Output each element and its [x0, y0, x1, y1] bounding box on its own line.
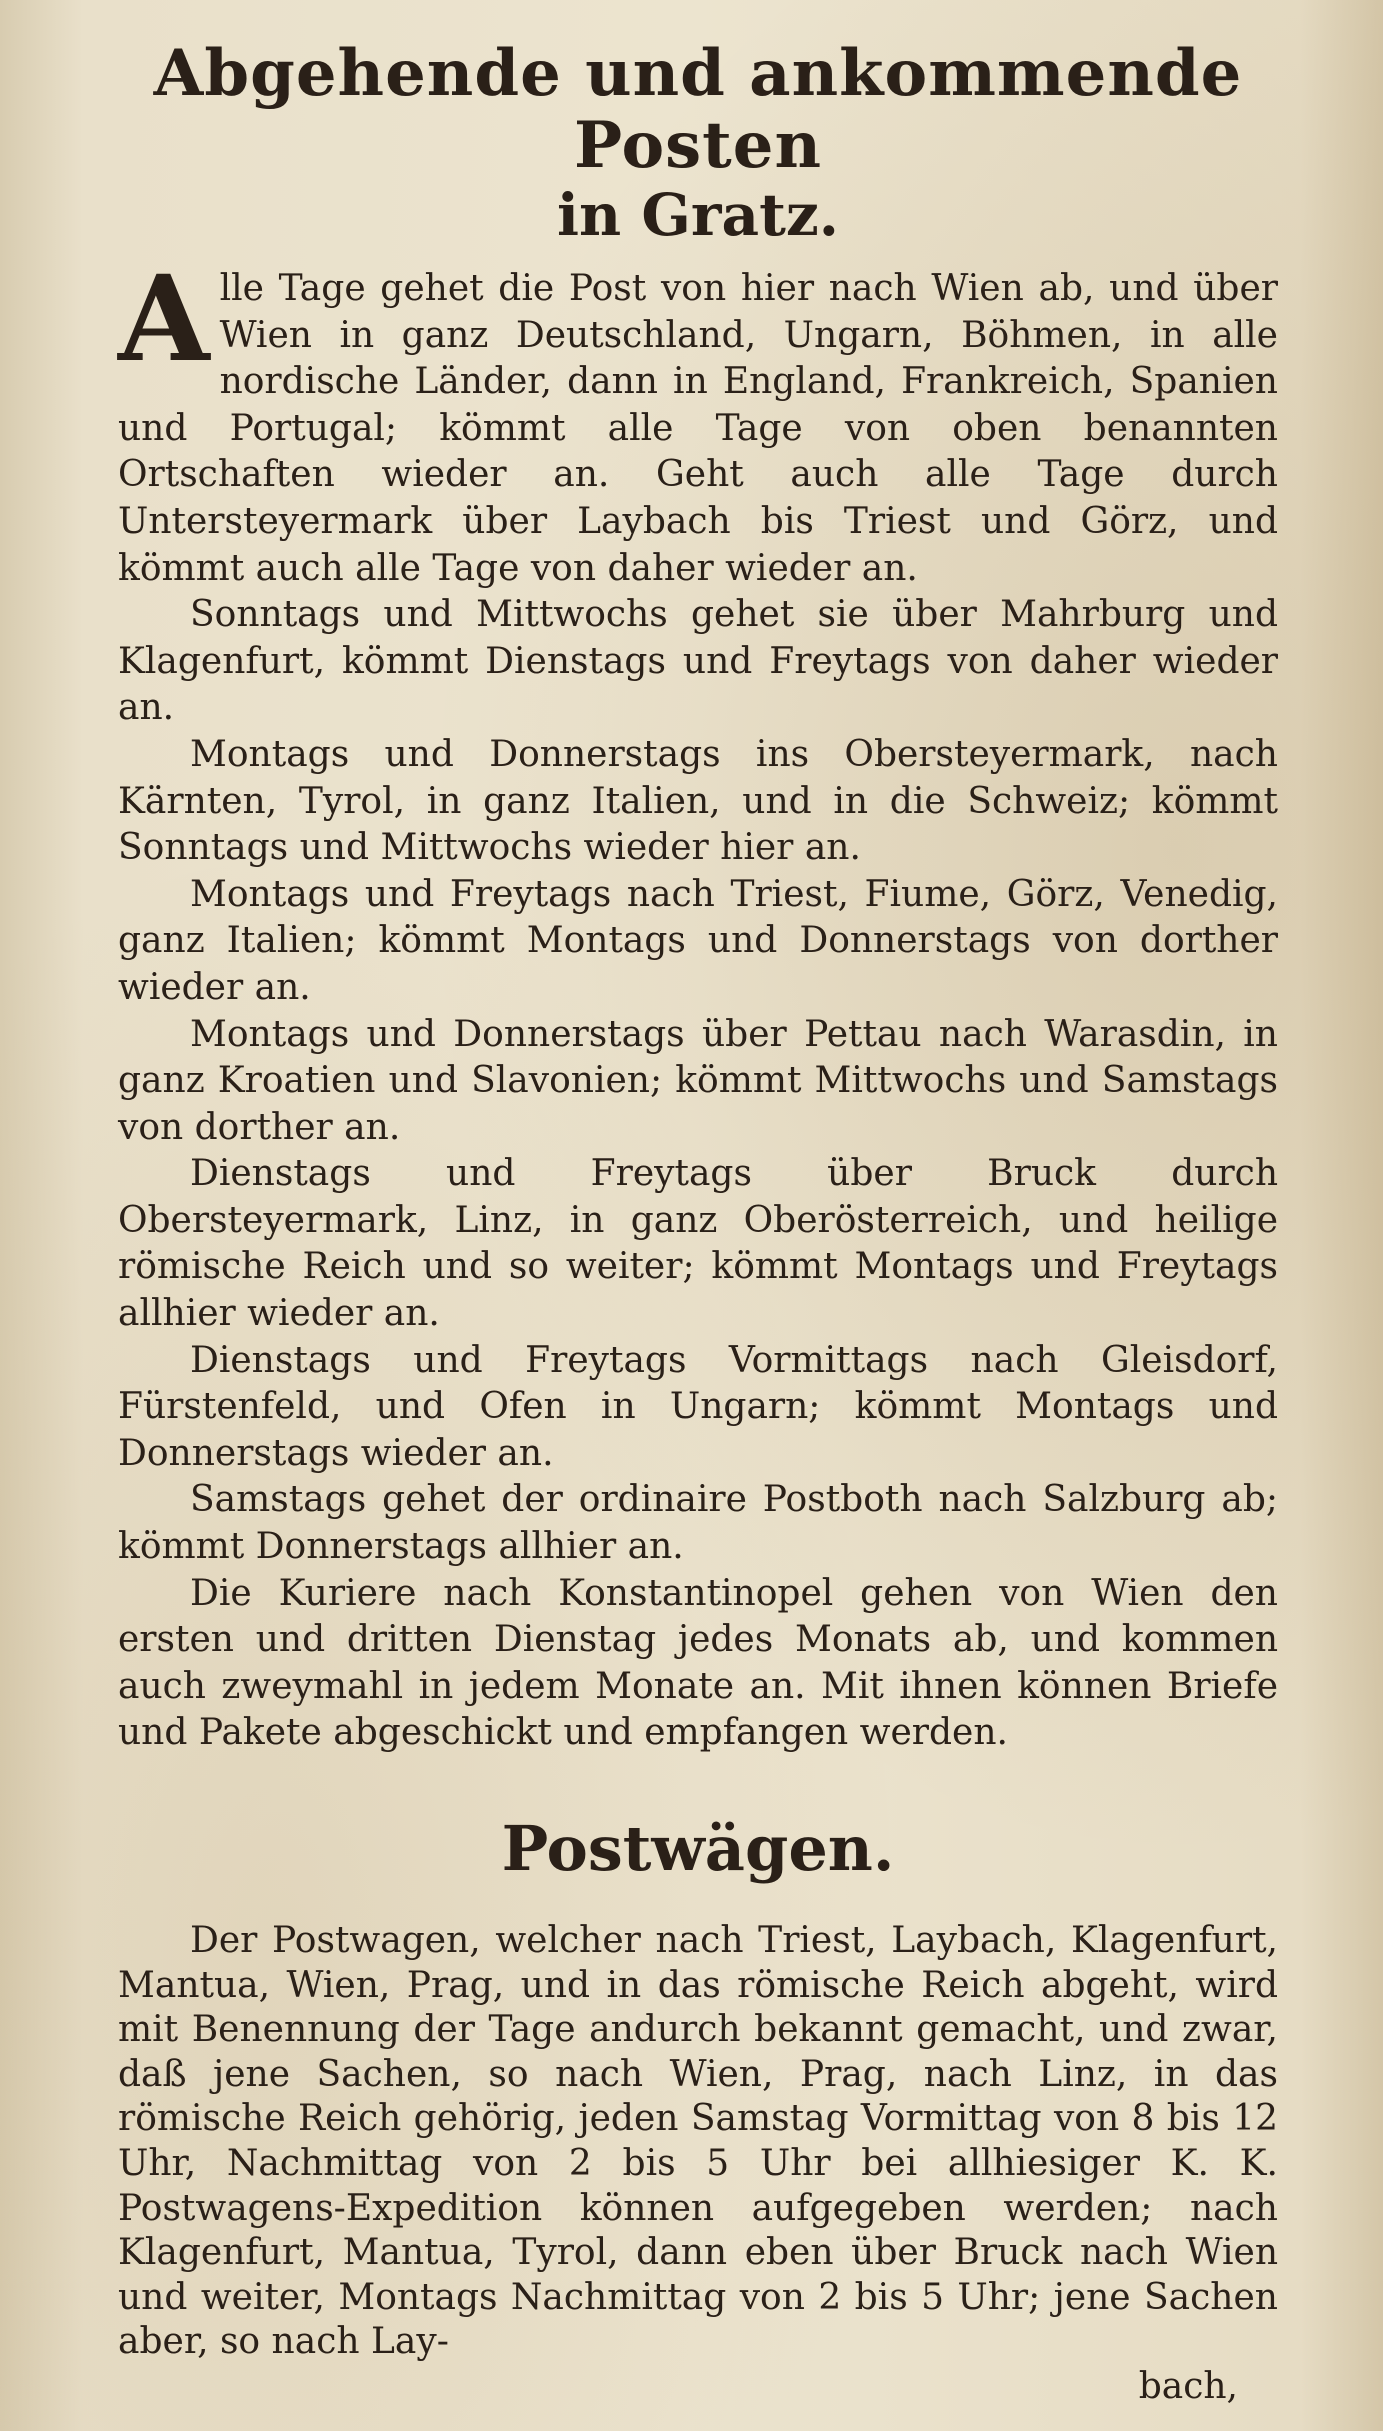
schedule-paragraph: Dienstags und Freytags Vormittags nach Gleisdorf, Fürstenfeld, und Ofen in Ungarn; kömmt Montags und Donnerstags wieder an. — [118, 1339, 1278, 1474]
postwagen-paragraph: Der Postwagen, welcher nach Triest, Laybach, Klagenfurt, Mantua, Wien, Prag, und in das römische Reich abgeht, wird mit Benennung der Tage andurch bekannt gemacht, und zwar, daß jene Sachen, so nach Wien, Prag, nach Linz, in das römische Reich gehörig, jeden Samstag Vormittag von 8 bis 12 Uhr, Nachmittag von 2 bis 5 Uhr bei allhiesiger K. K. Postwagens-Expedition können aufgegeben werden; nach Klagenfurt, Mantua, Tyrol, dann eben über Bruck nach Wien und weiter, Montags Nachmittag von 2 bis 5 Uhr; jene Sachen aber, so nach Lay- — [118, 1920, 1278, 2363]
drop-cap-initial: A — [118, 249, 210, 388]
page-title: Abgehende und ankommende Posten — [153, 36, 1243, 183]
schedule-paragraph: Samstags gehet der ordinaire Postboth nach Salzburg ab; kömmt Donnerstags allhier an. — [118, 1479, 1278, 1568]
catchword: bach, — [1138, 2365, 1238, 2407]
page-content — [118, 38, 1278, 2409]
intro-text: lle Tage gehet die Post von hier nach Wien ab, und über Wien in ganz Deutschland, Ungarn, Böhmen, in alle nordische Länder, dann in England, Frankreich, Spanien und Portugal; kömmt alle Tage von oben benannten Ortschaften wieder an. Geht auch alle Tage durch Untersteyermark über Laybach bis Triest und Görz, und kömmt auch alle Tage von daher wieder an. — [118, 268, 1278, 589]
intro-paragraph — [118, 249, 1278, 592]
schedule-paragraph: Montags und Donnerstags ins Obersteyermark, nach Kärnten, Tyrol, in ganz Italien, und in die Schweiz; kömmt Sonntags und Mittwochs wieder hier an. — [118, 733, 1278, 869]
schedule-paragraph: Sonntags und Mittwochs gehet sie über Mahrburg und Klagenfurt, kömmt Dienstags und Freytags von daher wieder an. — [118, 594, 1278, 729]
schedule-paragraph: Montags und Freytags nach Triest, Fiume, Görz, Venedig, ganz Italien; kömmt Montags und Donnerstags von dorther wieder an. — [118, 873, 1278, 1008]
section-title-postwagen: Postwägen. — [501, 1812, 895, 1885]
page-subtitle: in Gratz. — [557, 181, 839, 249]
courier-paragraph: Die Kuriere nach Konstantinopel gehen von Wien den ersten und dritten Dienstag jedes Monats ab, und kommen auch zweymahl in jedem Monate an. Mit ihnen können Briefe und Pakete abgeschickt und empfangen werden. — [118, 1572, 1278, 1754]
schedule-paragraph: Montags und Donnerstags über Pettau nach Warasdin, in ganz Kroatien und Slavonien; kömmt Mittwochs und Samstags von dorther an. — [118, 1013, 1278, 1148]
schedule-paragraph: Dienstags und Freytags über Bruck durch Obersteyermark, Linz, in ganz Oberösterreich, und heilige römische Reich und so weiter; kömmt Montags und Freytags allhier wieder an. — [118, 1153, 1278, 1335]
